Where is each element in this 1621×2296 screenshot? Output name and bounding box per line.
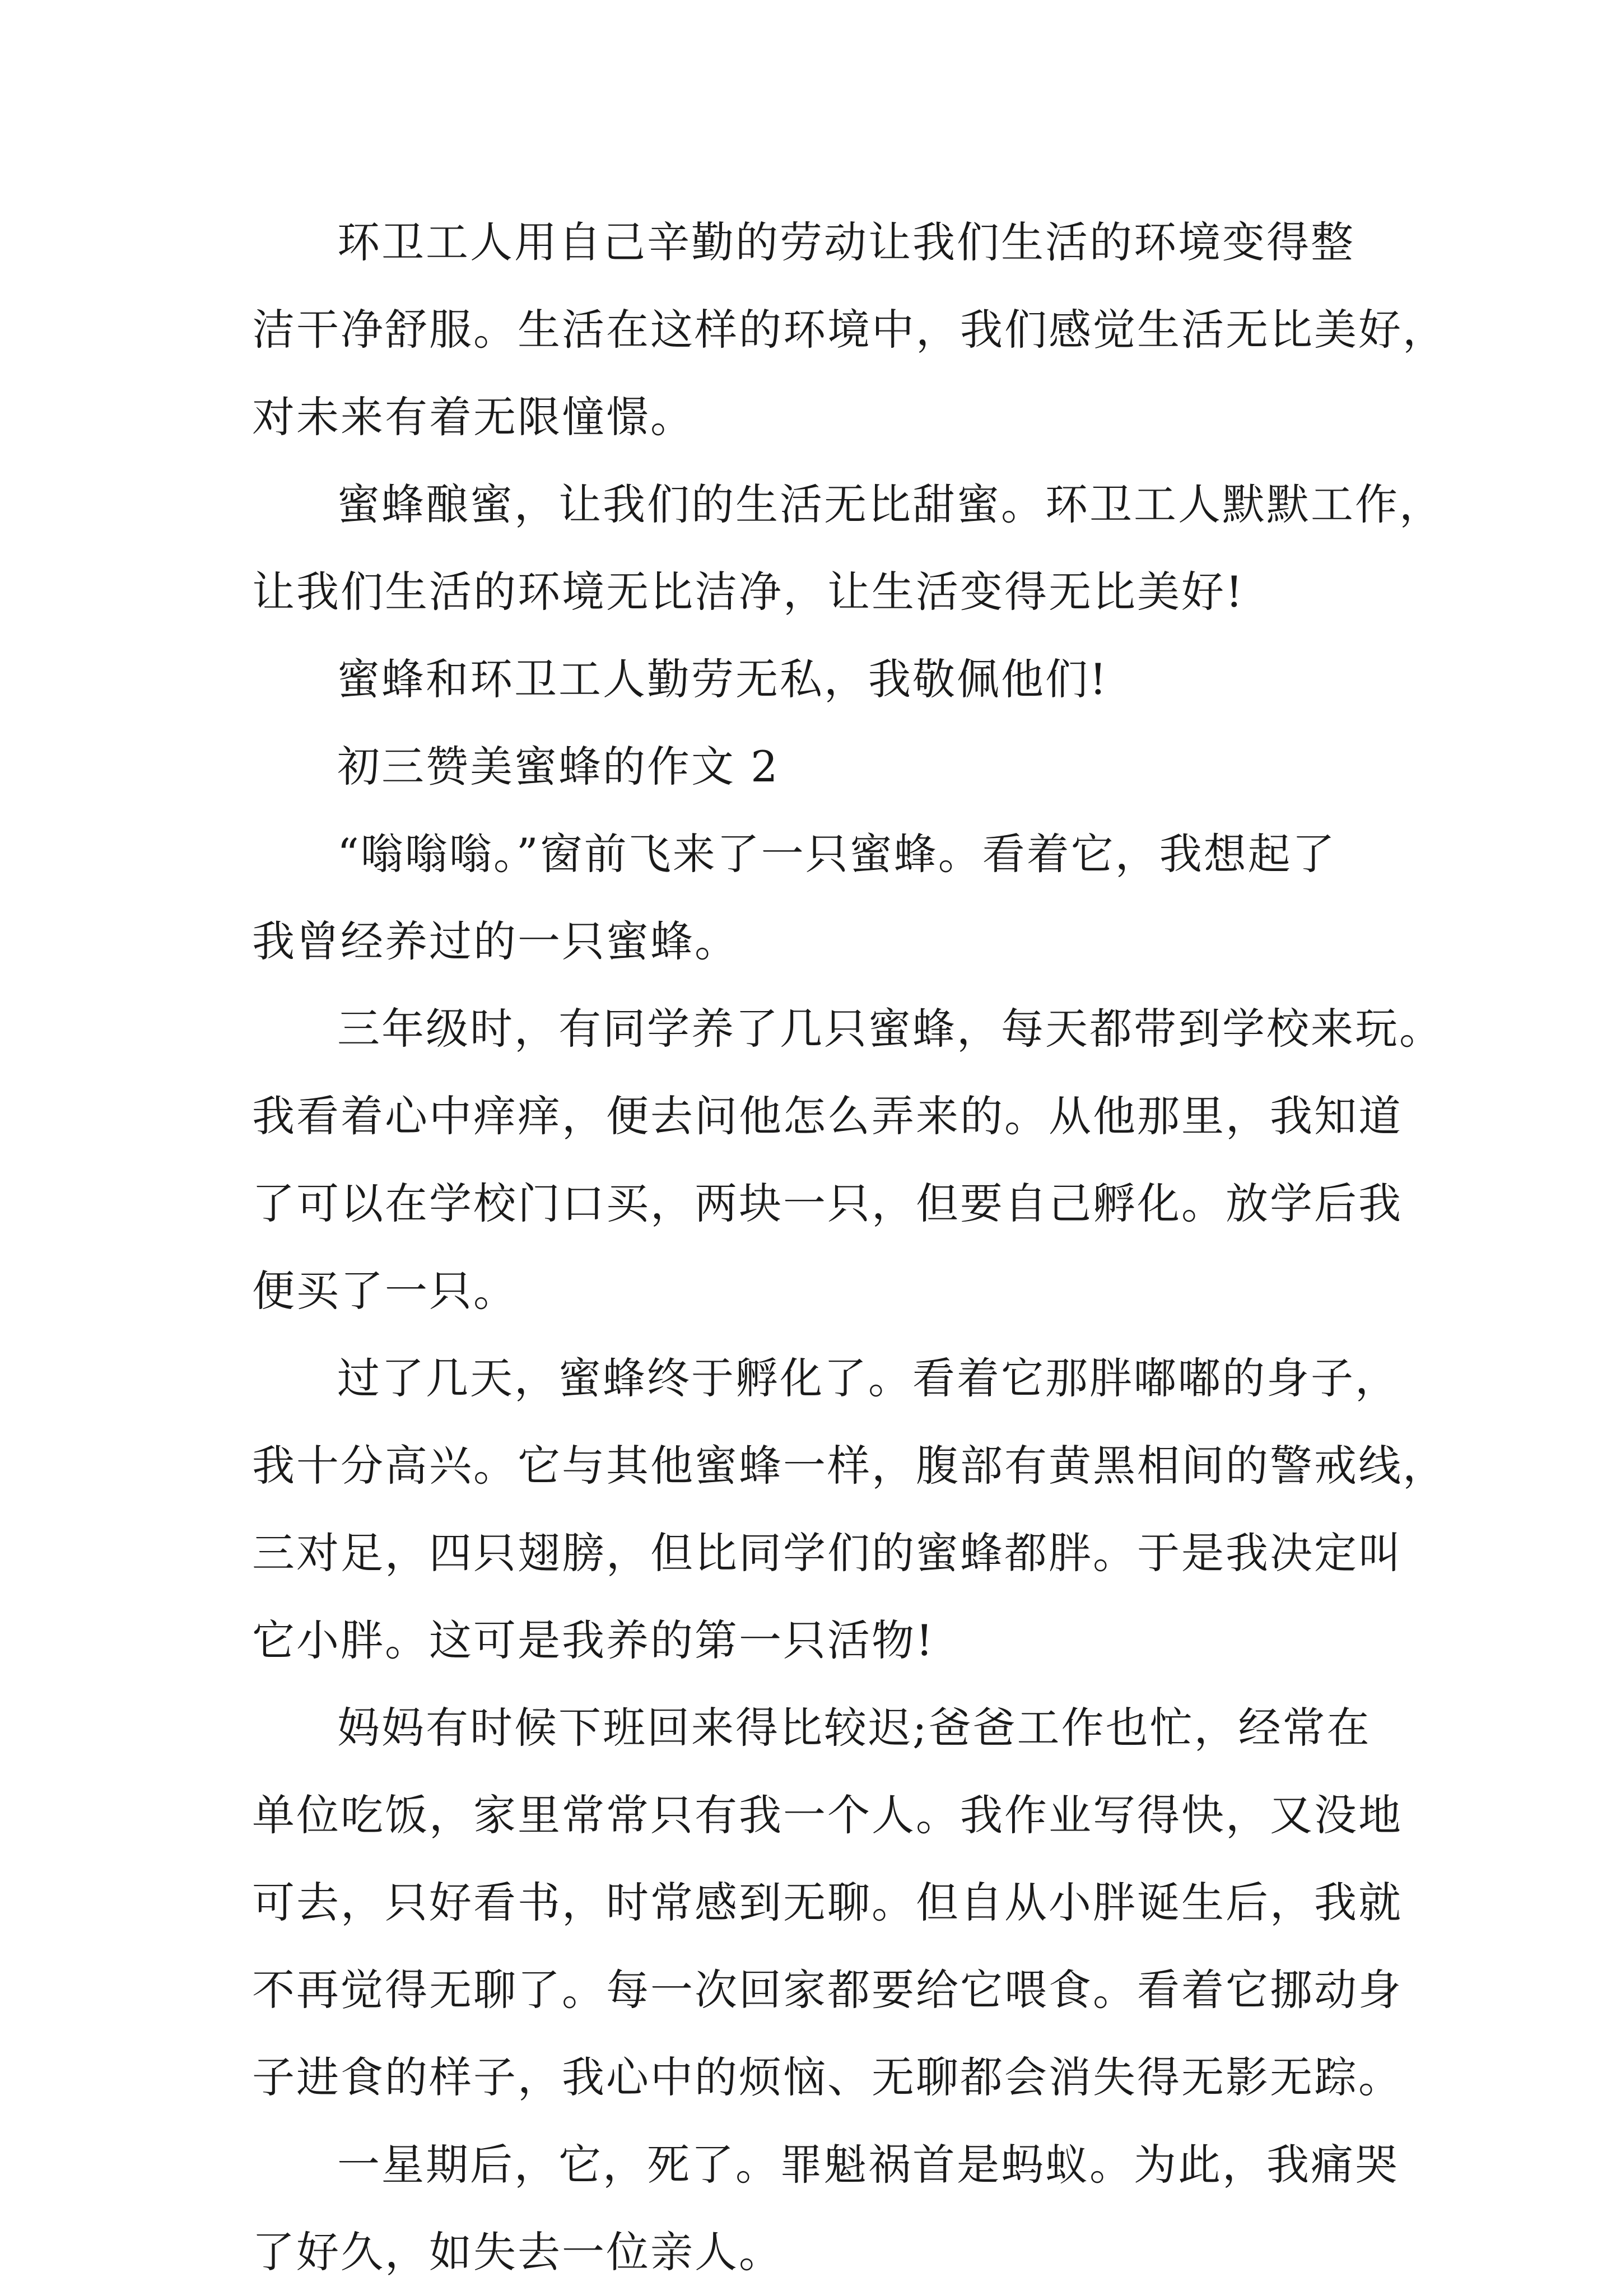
- paragraph: [252, 1684, 1403, 2121]
- text-line: 过了几天，蜜蜂终于孵化了。看着它那胖嘟嘟的身子，: [337, 1353, 1399, 1403]
- text-line: 环卫工人用自己辛勤的劳动让我们生活的环境变得整: [337, 217, 1355, 267]
- paragraph: [252, 2121, 1399, 2296]
- section-heading: [252, 723, 1395, 811]
- text-line: 蜜蜂和环卫工人勤劳无私，我敬佩他们!: [337, 654, 1108, 704]
- paragraph: [252, 811, 1395, 985]
- text-line: 三对足，四只翅膀，但比同学们的蜜蜂都胖。于是我决定叫: [252, 1528, 1403, 1578]
- text-line: 蜜蜂酿蜜，让我们的生活无比甜蜜。环卫工人默默工作，: [337, 479, 1443, 529]
- paragraph: [252, 461, 1443, 636]
- text-line: 我看着心中痒痒，便去问他怎么弄来的。从他那里，我知道: [252, 1091, 1403, 1141]
- paragraph: [252, 199, 1447, 461]
- text-line: 三年级时，有同学养了几只蜜蜂，每天都带到学校来玩。: [337, 1004, 1443, 1054]
- paragraph: [252, 985, 1443, 1335]
- text-line: 它小胖。这可是我养的第一只活物!: [252, 1615, 935, 1665]
- text-line: 便买了一只。: [252, 1266, 518, 1316]
- text-line: “嗡嗡嗡。”窗前飞来了一只蜜蜂。看着它，我想起了: [337, 829, 1336, 879]
- text-line: 子进食的样子，我心中的烦恼、无聊都会消失得无影无踪。: [252, 2052, 1403, 2102]
- heading-text: 初三赞美蜜蜂的作文 2: [337, 742, 780, 791]
- text-line: 了好久，如失去一位亲人。: [252, 2227, 783, 2277]
- text-line: 单位吃饭，家里常常只有我一个人。我作业写得快，又没地: [252, 1790, 1403, 1840]
- text-line: 不再觉得无聊了。每一次回家都要给它喂食。看着它挪动身: [252, 1965, 1403, 2015]
- text-line: 了可以在学校门口买，两块一只，但要自己孵化。放学后我: [252, 1179, 1403, 1228]
- text-line: 我十分高兴。它与其他蜜蜂一样，腹部有黄黑相间的警戒线，: [252, 1441, 1447, 1491]
- paragraph: [252, 1335, 1447, 1684]
- text-line: 可去，只好看书，时常感到无聊。但自从小胖诞生后，我就: [252, 1878, 1403, 1927]
- text-line: 妈妈有时候下班回来得比较迟;爸爸工作也忙，经常在: [337, 1703, 1371, 1753]
- text-line: 洁干净舒服。生活在这样的环境中，我们感觉生活无比美好，: [252, 305, 1447, 355]
- paragraph: [252, 636, 1395, 723]
- document-page: [252, 199, 1447, 2296]
- text-line: 让我们生活的环境无比洁净，让生活变得无比美好!: [252, 567, 1245, 617]
- text-line: 我曾经养过的一只蜜蜂。: [252, 916, 739, 966]
- text-line: 一星期后，它，死了。罪魁祸首是蚂蚁。为此，我痛哭: [337, 2140, 1399, 2190]
- text-line: 对未来有着无限憧憬。: [252, 392, 695, 442]
